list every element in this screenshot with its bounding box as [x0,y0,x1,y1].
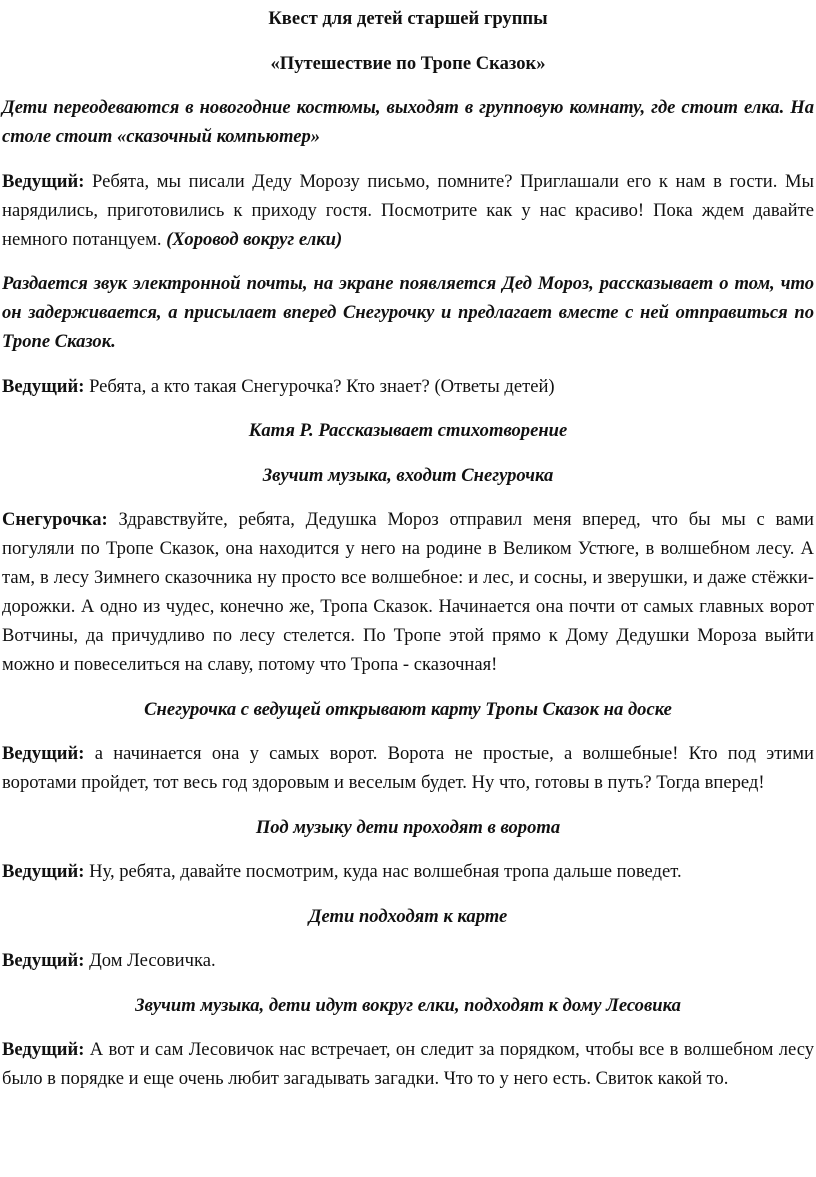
dialogue-paragraph [2,1035,814,1093]
speech-text: Ребята, мы писали Деду Морозу письмо, помните? Приглашали его к нам в гости. Мы нарядились, приготовились к приходу гостя. Посмотрите как у нас красиво! Пока ждем давайте немного потанцуем. [2,170,814,250]
speech-text: Ребята, а кто такая Снегурочка? Кто знает? (Ответы детей) [84,375,555,397]
dialogue-paragraph [2,167,814,254]
speaker-name: Снегурочка: [2,509,108,530]
dialogue-paragraph [2,946,814,975]
stage-direction-centered: Звучит музыка, входит Снегурочка [262,464,554,486]
speaker-name: Ведущий: [2,170,85,192]
speaker-name: Ведущий: [2,861,85,882]
stage-direction-centered: Катя Р. Рассказывает стихотворение [248,420,568,441]
stage-direction-centered: Под музыку дети проходят в ворота [255,816,561,838]
dialogue-paragraph [2,372,814,401]
dialogue-paragraph [2,857,814,886]
speech-text: Ну, ребята, давайте посмотрим, куда нас волшебная тропа дальше поведет. [84,861,682,882]
document-subtitle: «Путешествие по Тропе Сказок» [270,52,546,74]
speech-text: а начинается она у самых ворот. Ворота не простые, а волшебные! Кто под этими воротами пройдет, тот весь год здоровым и веселым будет. Ну что, готовы в путь? Тогда вперед! [2,743,814,793]
stage-direction: Дети переодеваются в новогодние костюмы, выходят в групповую комнату, где стоит елка. На столе стоит «сказочный компьютер» [2,97,814,147]
dialogue-paragraph [2,505,814,679]
speech-text: А вот и сам Лесовичок нас встречает, он следит за порядком, чтобы все в волшебном лесу было в порядке и еще очень любит загадывать загадки. Что то у него есть. Свиток какой то. [2,1039,814,1089]
speech-text: Здравствуйте, ребята, Дедушка Мороз отправил меня вперед, что бы мы с вами погуляли по Тропе Сказок, она находится у него на родине в Великом Устюге, в волшебном лесу. А там, в лесу Зимнего сказочника ну просто все волшебное: и лес, и сосны, и зверушки, и даже стёжки-дорожки. А одно из чудес, конечно же, Тропа Сказок. Начинается она почти от самых главных ворот Вотчины, да причудливо по лесу стелется. По Тропе этой прямо к Дому Дедушки Мороза выйти можно и повеселиться на славу, потому что Тропа - сказочная! [2,509,814,675]
stage-note: (Хоровод вокруг елки) [166,228,343,250]
speaker-name: Ведущий: [2,743,85,764]
stage-direction: Раздается звук электронной почты, на экране появляется Дед Мороз, рассказывает о том, что он задерживается, а присылает вперед Снегурочку и предлагает вместе с ней отправиться по Тропе Сказок. [2,273,814,352]
dialogue-paragraph [2,739,814,797]
speaker-name: Ведущий: [2,950,85,971]
speaker-name: Ведущий: [2,1039,85,1060]
stage-direction-centered: Снегурочка с ведущей открывают карту Тропы Сказок на доске [144,698,672,720]
document-title: Квест для детей старшей группы [268,8,548,29]
stage-direction-centered: Дети подходят к карте [308,905,508,927]
stage-direction-centered: Звучит музыка, дети идут вокруг елки, подходят к дому Лесовика [135,994,681,1016]
speaker-name: Ведущий: [2,375,85,397]
speech-text: Дом Лесовичка. [84,950,216,971]
